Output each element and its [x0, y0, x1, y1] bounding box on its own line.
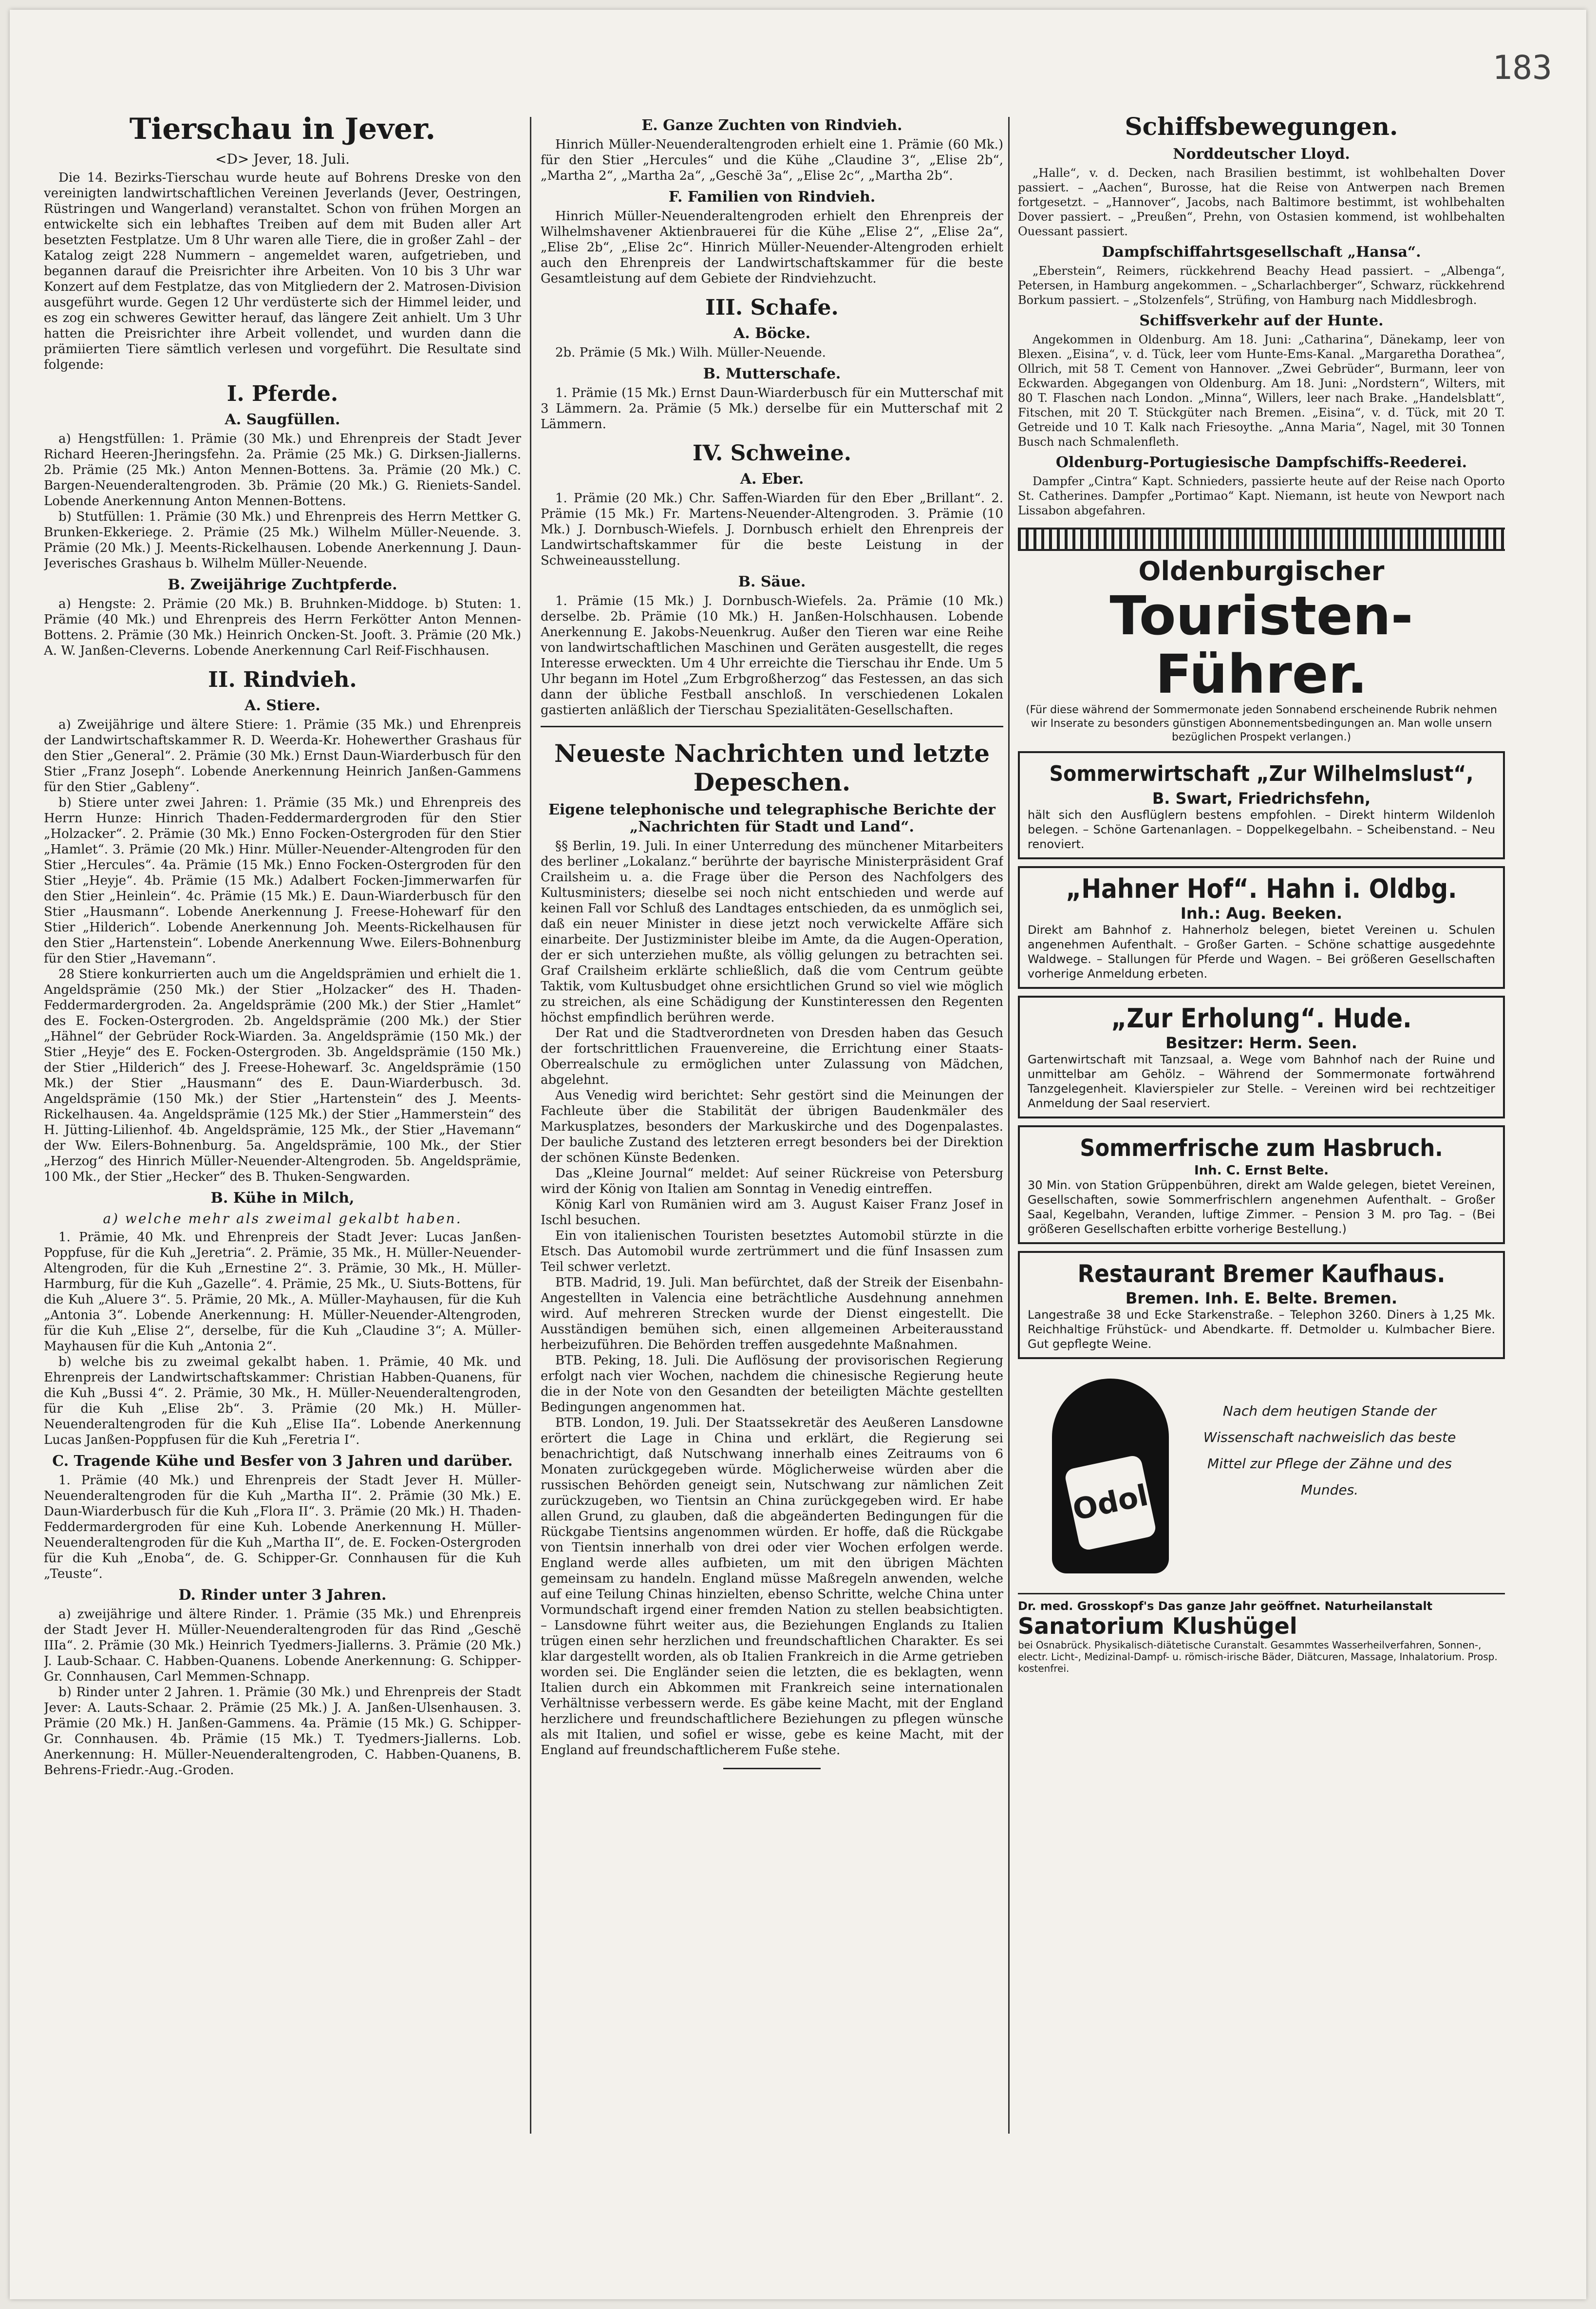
- column-tierschau: [44, 112, 521, 1778]
- subsection-heading: B. Zweijährige Zuchtpferde.: [168, 576, 397, 593]
- subsection-heading: A. Böcke.: [733, 325, 811, 342]
- news-item: §§ Berlin, 19. Juli. In einer Unterredung des münchener Mitarbeiters des berliner „Lokalanz.“ berührte der bayrische Ministerpräsident Graf Crailsheim u. a. die Frage über die Person des Nachfolgers des Kultusministers; dieselbe sei noch nicht entschieden und werde auf keinen Fall vor Schluß des Landtages entschieden, da es unmöglich sei, daß ein neuer Minister in diese jetzt noch verwickelte Affäre sich einarbeite. Der Justizminister bleibe im Amte, da die Augen-Operation, der er sich unterziehen mußte, als völlig gelungen zu betrachten sei. Graf Crailsheim erklärte schließlich, daß die vom Centrum geübte Taktik, vom Kultusbudget ohne ersichtlichen Grund so viel wie möglich zu streichen, als eine Schädigung der Kunstinteressen den Regenten höchst empfindlich berühren werde.: [541, 839, 1003, 1025]
- paragraph: 1. Prämie, 40 Mk. und Ehrenpreis der Stadt Jever: Lucas Janßen-Poppfuse, für die Kuh „Jeretria“. 2. Prämie, 35 Mk., H. Müller-Neuender-Altengroden, für die Kuh „Ernestine 2“. 3. Prämie, 30 Mk., H. Müller-Harmburg, für die Kuh „Gazelle“. 4. Prämie, 25 Mk., U. Siuts-Bottens, für die Kuh „Aluere 3“. 5. Prämie, 20 Mk., A. Müller-Mayhausen, für die Kuh „Antonia 3“. Lobende Anerkennung: H. Müller-Neuender-Altengroden, für die Kuh „Elise 2“, derselbe, für die Kuh „Claudine 3“; A. Müller-Mayhausen für die Kuh „Antonia 2“.: [44, 1230, 521, 1354]
- ad-title: „Hahner Hof“. Hahn i. Oldbg.: [1066, 873, 1457, 904]
- ad-subtitle: Besitzer: Herm. Seen.: [1165, 1034, 1357, 1052]
- sanatorium-top: Dr. med. Grosskopf's Das ganze Jahr geöffnet. Naturheilanstalt: [1018, 1599, 1433, 1613]
- paragraph: Hinrich Müller-Neuenderaltengroden erhielt den Ehrenpreis der Wilhelmshavener Aktienbrauerei für die Kühe „Elise 2“, „Elise 2a“, „Elise 2b“, „Elise 2c“. Hinrich Müller-Neuender-Altengroden erhielt auch den Ehrenpreis der Landwirtschaftskammer für die beste Gesamtleistung auf dem Gebiete der Rindviehzucht.: [541, 209, 1003, 286]
- subsection-subheading: a) welche mehr als zweimal gekalbt haben.: [103, 1211, 462, 1227]
- news-item: BTB. Peking, 18. Juli. Die Auflösung der provisorischen Regierung erfolgt nach vier Wochen, nachdem die chinesische Regierung heute die in der Note von den Gesandten der beteiligten Mächte gestellten Bedingungen angenommen hat.: [541, 1353, 1003, 1415]
- news-item: König Karl von Rumänien wird am 3. August Kaiser Franz Josef in Ischl besuchen.: [541, 1197, 1003, 1228]
- ad-text: 30 Min. von Station Grüppenbühren, direkt am Walde gelegen, bietet Vereinen, Gesellschaften, sowie Sommerfrischlern angenehmen Aufenthalt. – Großer Saal, Kegelbahn, Veranden, luftige Zimmer. – Pension 3 M. pro Tag. – (Bei größeren Gesellschaften erbitte vorherige Bestellung.): [1028, 1178, 1495, 1236]
- ornament-border: [1018, 528, 1505, 551]
- paragraph: b) Rinder unter 2 Jahren. 1. Prämie (30 Mk.) und Ehrenpreis der Stadt Jever: A. Lauts-Schaar. 2. Prämie (25 Mk.) J. A. Janßen-Ulsenhausen. 3. Prämie (20 Mk.) H. Janßen-Gammens. 4a. Prämie (15 Mk.) G. Schipper-Gr. Connhausen. 4b. Prämie (15 Mk.) T. Tyedmers-Jiallerns. Lob. Anerkennung: H. Müller-Neuenderaltengroden, C. Habben-Quanens, B. Behrens-Friedr.-Aug.-Groden.: [44, 1685, 521, 1778]
- news-item: Ein von italienischen Touristen besetztes Automobil stürzte in die Etsch. Das Automobil wurde zertrümmert und die fünf Insassen zum Teil schwer verletzt.: [541, 1229, 1003, 1274]
- paragraph: Dampfer „Cintra“ Kapt. Schnieders, passierte heute auf der Reise nach Oporto St. Catherines. Dampfer „Portimao“ Kapt. Niemann, ist heute von Newport nach Lissabon abgefahren.: [1018, 474, 1505, 517]
- paragraph: b) Stiere unter zwei Jahren: 1. Prämie (35 Mk.) und Ehrenpreis des Herrn Hunze: Hinrich Thaden-Feddermardergroden für den Stier „Holzacker“. 2. Prämie (30 Mk.) Enno Focken-Ostergroden für den Stier „Hamlet“. 3. Prämie (20 Mk.) Hinr. Müller-Neuender-Altengroden für den Stier „Hercules“. 4a. Prämie (15 Mk.) Enno Focken-Ostergroden für den Stier „Heyje“. 4b. Prämie (15 Mk.) Adalbert Focken-Jimmerwarfen für den Stier „Heinlein“. 4c. Prämie (15 Mk.) E. Daun-Wiarderbusch für den Stier „Hausmann“. Lobende Anerkennung J. Freese-Hohewarf für den Stier „Hilderich“. Lobende Anerkennung Joh. Meents-Rickelhausen für den Stier „Hartenstein“. Lobende Anerkennung Wwe. Eilers-Bohnenburg für den Stier „Havemann“.: [44, 795, 521, 966]
- subsection-heading: B. Kühe in Milch,: [210, 1190, 355, 1207]
- tourist-guide-note: (Für diese während der Sommermonate jeden Sonnabend erscheinende Rubrik nehmen wir Inserate zu besonders günstigen Abonnementsbedingungen an. Man wolle unsern bezüglichen Prospekt verlangen.): [1026, 704, 1497, 743]
- ad-title: Restaurant Bremer Kaufhaus.: [1077, 1260, 1446, 1288]
- dateline: <D> Jever, 18. Juli.: [215, 151, 350, 167]
- subsection-heading: C. Tragende Kühe und Besfer von 3 Jahren und darüber.: [52, 1453, 513, 1470]
- paragraph: a) Hengstfüllen: 1. Prämie (30 Mk.) und Ehrenpreis der Stadt Jever Richard Heeren-Jheringsfehn. 2a. Prämie (25 Mk.) G. Dirksen-Jiallerns. 2b. Prämie (25 Mk.) Anton Mennen-Bottens. 3a. Prämie (20 Mk.) C. Bargen-Neuenderaltengroden. 3b. Prämie (20 Mk.) G. Rieniets-Sandel. Lobende Anerkennung Anton Mennen-Bottens.: [44, 432, 521, 509]
- tourist-guide-heading: Oldenburgischer: [1138, 556, 1385, 587]
- ad-title: Sommerfrische zum Hasbruch.: [1080, 1135, 1443, 1162]
- paragraph: Angekommen in Oldenburg. Am 18. Juni: „Catharina“, Dänekamp, leer von Blexen. „Eisina“, v. d. Tück, leer vom Hunte-Ems-Kanal. „Margaretha Dorathea“, Ollrich, mit 58 T. Cement von Hannover. „Zwei Gebrüder“, Burmann, leer von Eckwarden. Abgegangen von Oldenburg. Am 18. Juni: „Nordstern“, Wilters, mit 80 T. Flaschen nach London. „Minna“, Willers, leer nach Brake. „Handelsblatt“, Fitschen, mit 20 T. Stückgüter nach Bremen. „Eisina“, v. d. Tück, mit 20 T. Getreide und 10 T. Kalk nach Friesoythe. „Anna Maria“, Nagel, mit 30 Tonnen Busch nach Schmalenfleth.: [1018, 333, 1505, 449]
- section-heading: I. Pferde.: [226, 381, 338, 406]
- ships-subheading: Schiffsverkehr auf der Hunte.: [1139, 312, 1384, 329]
- sanatorium-details: bei Osnabrück. Physikalisch-diätetische Curanstalt. Gesammtes Wasserheilverfahren, Sonnen-, electr. Licht-, Medizinal-Dampf- u. römisch-irische Bäder, Diätcuren, Massage, Inhalatorium. Prosp. kostenfrei.: [1018, 1639, 1498, 1674]
- paragraph: b) Stutfüllen: 1. Prämie (30 Mk.) und Ehrenpreis des Herrn Mettker G. Brunken-Ekkeriege. 2. Prämie (25 Mk.) Wilhelm Müller-Neuende. 3. Prämie (20 Mk.) J. Meents-Rickelhausen. Lobende Anerkennung J. Daun-Jeverisches Grashaus b. Wilhelm Müller-Neuende.: [44, 510, 521, 571]
- ad-text: Langestraße 38 und Ecke Starkenstraße. – Telephon 3260. Diners à 1,25 Mk. Reichhaltige Frühstück- und Abendkarte. ff. Detmolder u. Kulmbacher Biere. Gut gepflegte Weine.: [1028, 1308, 1495, 1351]
- paragraph: 1. Prämie (15 Mk.) J. Dornbusch-Wiefels. 2a. Prämie (10 Mk.) derselbe. 2b. Prämie (10 Mk.) H. Janßen-Holschhausen. Lobende Anerkennung E. Jakobs-Neuenkrug. Außer den Tieren war eine Reihe von landwirtschaftlichen Maschinen und Geräten ausgestellt, die reges Interesse erweckten. Um 4 Uhr erreichte die Tierschau ihr Ende. Um 5 Uhr begann im Hotel „Zum Erbgroßherzog“ das Festessen, an das sich dann der übliche Festball anschloß. In verschiedenen Lokalen gastierten anläßlich der Tierschau Spezialitäten-Gesellschaften.: [541, 594, 1003, 718]
- subsection-heading: A. Stiere.: [244, 697, 320, 714]
- paragraph: 1. Prämie (15 Mk.) Ernst Daun-Wiarderbusch für ein Mutterschaf mit 3 Lämmern. 2a. Prämie (5 Mk.) derselbe für ein Mutterschaf mit 2 Lämmern.: [541, 386, 1003, 432]
- ships-title: Schiffsbewegungen.: [1125, 112, 1398, 141]
- ad-subtitle: B. Swart, Friedrichsfehn,: [1152, 789, 1371, 808]
- paragraph: 1. Prämie (20 Mk.) Chr. Saffen-Wiarden für den Eber „Brillant“. 2. Prämie (15 Mk.) Fr. Martens-Neuender-Altengroden. 3. Prämie (10 Mk.) J. Dornbusch-Wiefels. J. Dornbusch erhielt den Ehrenpreis der Landwirtschaftskammer für die beste Leistung in der Schweineausstellung.: [541, 491, 1003, 568]
- news-subheading: Eigene telephonische und telegraphische Berichte der „Nachrichten für Stadt und Land“.: [548, 801, 995, 835]
- ad-sanatorium: [1018, 1593, 1505, 1674]
- subsection-heading: B. Mutterschafe.: [703, 365, 841, 382]
- subsection-heading: A. Eber.: [740, 471, 804, 488]
- ad-text: Direkt am Bahnhof z. Hahnerholz belegen, bietet Vereinen u. Schulen angenehmen Aufenthalt. – Großer Garten. – Schöne schattige ausgedehnte Waldwege. – Stallungen für Pferde und Wagen. – Bei größeren Gesellschaften vorherige Anmeldung erbeten.: [1028, 923, 1495, 981]
- paragraph: a) zweijährige und ältere Rinder. 1. Prämie (35 Mk.) und Ehrenpreis der Stadt Jever H. Müller-Neuenderaltengroden für das Rind „Geschë IIIa“. 2. Prämie (30 Mk.) Heinrich Tyedmers-Jiallerns. 3. Prämie (20 Mk.) J. Laub-Schaar. C. Habben-Quanens. Lobende Anerkennung: G. Schipper-Gr. Connhausen, Carl Memmen-Schnapp.: [44, 1607, 521, 1684]
- paragraph: Hinrich Müller-Neuenderaltengroden erhielt eine 1. Prämie (60 Mk.) für den Stier „Hercules“ und die Kühe „Claudine 3“, „Elise 2b“, „Martha 2“, „Martha 2a“, „Geschë 3a“, „Elise 2c“, „Martha 2b“.: [541, 137, 1003, 183]
- paragraph: „Eberstein“, Reimers, rückkehrend Beachy Head passiert. – „Albenga“, Petersen, in Hamburg angekommen. – „Scharlachberger“, Schwarz, rückkehrend Borkum passiert. – „Stolzenfels“, Strüfing, von Hamburg nach Middlesbrogh.: [1018, 264, 1505, 307]
- section-heading: II. Rindvieh.: [208, 667, 357, 692]
- article-title: Tierschau in Jever.: [129, 112, 436, 146]
- divider: [541, 726, 1003, 727]
- ad-subtitle: Inh. C. Ernst Belte.: [1194, 1163, 1329, 1178]
- newspaper-page: [10, 10, 1586, 2299]
- ad-odol: [1018, 1369, 1505, 1583]
- column-news: [541, 112, 1003, 1769]
- subsection-heading: D. Rinder unter 3 Jahren.: [178, 1587, 387, 1604]
- ad-hahner-hof: [1018, 866, 1505, 989]
- news-item: Aus Venedig wird berichtet: Sehr gestört sind die Meinungen der Fachleute über die Stabilität der übrigen Baudenkmäler des Markusplatzes, besonders der Markuskirche und des Dogenpalastes. Der bauliche Zustand des letzteren erregt besonders bei der Direktion der schönen Künste Bedenken.: [541, 1088, 1003, 1165]
- column-rule: [1008, 117, 1010, 2134]
- paragraph: 28 Stiere konkurrierten auch um die Angeldsprämien und erhielt die 1. Angeldsprämie (250 Mk.) der Stier „Holzacker“ des H. Thaden-Feddermardergroden. 2a. Angeldsprämie (200 Mk.) der Stier „Hamlet“ des E. Focken-Ostergroden. 2b. Angeldsprämie (200 Mk.) der Stier „Hähnel“ der Gebrüder Rock-Wiarden. 3a. Angeldsprämie (150 Mk.) der Stier „Heyje“ des E. Focken-Ostergroden. 3b. Angeldsprämie (150 Mk.) der Stier „Hilderich“ des J. Freese-Hohewarf. 3c. Angeldsprämie (150 Mk.) der Stier „Hausmann“ des E. Daun-Wiarderbusch. 3d. Angeldsprämie (150 Mk.) der Stier „Hartenstein“ des J. Meents-Rickelhausen. 4a. Angeldsprämie (125 Mk.) der Stier „Hammerstein“ des H. Jütting-Lilienhof. 4b. Angeldsprämie, 125 Mk., der Stier „Havemann“ der Ww. Eilers-Bohnenburg. 5a. Angeldsprämie, 100 Mk., der Stier „Herzog“ des Hinrich Müller-Neuender-Altengroden. 5b. Angeldsprämie, 100 Mk., der Stier „Hecker“ des B. Thuken-Sengwarden.: [44, 967, 521, 1184]
- column-ads: [1018, 112, 1505, 1674]
- section-heading: IV. Schweine.: [692, 441, 852, 466]
- ad-subtitle: Inh.: Aug. Beeken.: [1180, 904, 1343, 923]
- end-rule: [723, 1768, 821, 1769]
- paragraph: 2b. Prämie (5 Mk.) Wilh. Müller-Neuende.: [555, 345, 826, 360]
- tourist-guide-title: Touristen-Führer.: [1109, 585, 1413, 705]
- ad-text: hält sich den Ausflüglern bestens empfohlen. – Direkt hinterm Wildenloh belegen. – Schöne Gartenanlagen. – Doppelkegelbahn. – Scheibenstand. – Neu renoviert.: [1028, 808, 1495, 851]
- odol-slogan: Nach dem heutigen Stande der Wissenschaft nachweislich das beste Mittel zur Pflege der Zähne und des Mundes.: [1203, 1403, 1456, 1498]
- subsection-heading: F. Familien von Rindvieh.: [668, 189, 876, 206]
- ad-hasbruch: [1018, 1125, 1505, 1244]
- ships-subheading: Norddeutscher Lloyd.: [1173, 146, 1350, 163]
- ad-title: Sommerwirtschaft „Zur Wilhelmslust“,: [1049, 761, 1474, 786]
- odol-label: Odol: [1064, 1454, 1157, 1552]
- section-heading: III. Schafe.: [705, 295, 839, 320]
- news-item: Das „Kleine Journal“ meldet: Auf seiner Rückreise von Petersburg wird der König von Italien am Sonntag in Venedig eintreffen.: [541, 1166, 1003, 1196]
- paragraph: b) welche bis zu zweimal gekalbt haben. 1. Prämie, 40 Mk. und Ehrenpreis der Landwirtschaftskammer: Christian Habben-Quanens, für die Kuh „Bussi 4“. 2. Prämie, 30 Mk., H. Müller-Neuenderaltengroden, für die Kuh „Elise 2b“. 3. Prämie (20 Mk.) H. Müller-Neuenderaltengroden für die Kuh „Elise IIa“. Lobende Anerkennung Lucas Janßen-Poppfusen für die Kuh „Feretria I“.: [44, 1355, 521, 1447]
- news-heading: Neueste Nachrichten und letzte Depeschen.: [554, 739, 990, 796]
- paragraph: 1. Prämie (40 Mk.) und Ehrenpreis der Stadt Jever H. Müller-Neuenderaltengroden für die Kuh „Martha II“. 2. Prämie (30 Mk.) E. Daun-Wiarderbusch für die Kuh „Flora II“. 3. Prämie (20 Mk.) H. Thaden-Feddermardergroden für eine Kuh. Lobende Anerkennung H. Müller-Neuenderaltengroden für die Kuh „Martha II“, de. E. Focken-Ostergroden für die Kuh „Enoba“, de. G. Schipper-Gr. Connhausen für die Kuh „Teuste“.: [44, 1473, 521, 1581]
- paragraph: Die 14. Bezirks-Tierschau wurde heute auf Bohrens Dreske von den vereinigten landwirtschaftlichen Vereinen Jeverlands (Jever, Oestringen, Rüstringen und Wangerland) veranstaltet. Schon von frühen Morgen an entwickelte sich ein lebhaftes Treiben auf dem mit Buden aller Art besetzten Festplatze. Um 8 Uhr waren alle Tiere, die in großer Zahl – der Katalog zeigt 228 Nummern – angemeldet waren, aufgetrieben, und begannen darauf die Preisrichter ihre Arbeiten. Von 10 bis 3 Uhr war Konzert auf dem Festplatze, das von Mitgliedern der 2. Matrosen-Division ausgeführt wurde. Gegen 12 Uhr verdüsterte sich der Himmel leider, und es zog ein schweres Gewitter herauf, das längere Zeit anhielt. Um 3 Uhr hatten die Preisrichter ihre Arbeit vollendet, und wurden dann die prämiierten Tiere sämtlich verlesen und vorgeführt. Die Resultate sind folgende:: [44, 170, 521, 372]
- subsection-heading: E. Ganze Zuchten von Rindvieh.: [641, 117, 902, 134]
- news-item: BTB. London, 19. Juli. Der Staatssekretär des Aeußeren Lansdowne erörtert die Lage in China und erklärt, die Regierung sei benachrichtigt, daß Nutschwang innerhalb eines Zeitraums von 6 Monaten zurückgegeben würde. Möglicherweise würden aber die russischen Behörden geneigt sein, Nutschwang zur nämlichen Zeit zurückzugeben, wo Tientsin an China zurückgegeben wird. Er habe allen Grund, zu glauben, daß die abgeänderten Bedingungen für die Rückgabe Tientsins angenommen würden. Er hoffe, daß die Rückgabe von Tientsin innerhalb von drei oder vier Wochen erfolgen werde. England werde alles aufbieten, um mit den übrigen Mächten gemeinsam zu handeln. England müsse Maßregeln anwenden, welche auf eine Teilung Chinas hinzielten, ebenso Schritte, welche China unter Vormundschaft irgend einer fremden Nation zu stellen beabsichtigten. – Lansdowne führt weiter aus, die Beziehungen Englands zu Italien trügen einen sehr herzlichen und freundschaftlichen Charakter. Es sei klar dargestellt worden, als ob Italien Frankreich in die Arme getrieben worden sei. Die Engländer seien die letzten, die es beklagten, wenn Italien durch ein Abkommen mit Frankreich seine internationalen Verhältnisse verbessern werde. Es gäbe keine Macht, mit der England herzlichere und freundschaftlichere Beziehungen zu pflegen wünsche als mit Italien, und sofiel er wisse, gebe es keine Macht, mit der England auf freundschaftlicherem Fuße stehe.: [541, 1416, 1003, 1758]
- subsection-heading: A. Saugfüllen.: [225, 411, 340, 428]
- news-item: Der Rat und die Stadtverordneten von Dresden haben das Gesuch der fortschrittlichen Frauenvereine, die Errichtung einer Staats-Oberrealschule zu ermöglichen unter Zulassung von Mädchen, abgelehnt.: [541, 1026, 1003, 1087]
- sanatorium-name: Sanatorium Klushügel: [1018, 1613, 1297, 1639]
- column-rule: [530, 117, 531, 2134]
- ad-subtitle: Bremen. Inh. E. Belte. Bremen.: [1125, 1289, 1398, 1307]
- ad-text: Gartenwirtschaft mit Tanzsaal, a. Wege vom Bahnhof nach der Ruine und unmittelbar am Gehölz. – Während der Sommermonate fortwährend Tanzgelegenheit. Klavierspieler zur Stelle. – Vereinen wird bei rechtzeitiger Anmeldung der Saal reserviert.: [1028, 1053, 1495, 1110]
- ad-zur-erholung: [1018, 996, 1505, 1118]
- paragraph: a) Hengste: 2. Prämie (20 Mk.) B. Bruhnken-Middoge. b) Stuten: 1. Prämie (40 Mk.) und Ehrenpreis des Herrn Ferkötter Anton Mennen-Bottens. 2. Prämie (30 Mk.) Heinrich Oncken-St. Jooft. 3. Prämie (20 Mk.) A. W. Janßen-Cleverns. Lobende Anerkennung Carl Reif-Fischhausen.: [44, 597, 521, 658]
- ad-title: „Zur Erholung“. Hude.: [1111, 1003, 1412, 1034]
- ad-bremer-kaufhaus: [1018, 1251, 1505, 1359]
- page-number: 183: [1492, 49, 1552, 87]
- ships-subheading: Oldenburg-Portugiesische Dampfschiffs-Reederei.: [1055, 454, 1467, 471]
- subsection-heading: B. Säue.: [738, 573, 806, 590]
- ad-wilhelmslust: [1018, 751, 1505, 859]
- paragraph: „Halle“, v. d. Decken, nach Brasilien bestimmt, ist wohlbehalten Dover passiert. – „Aachen“, Burosse, hat die Reise von Antwerpen nach Bremen fortgesetzt. – „Hannover“, Jacobs, nach Baltimore bestimmt, ist wohlbehalten Dover passiert. – „Preußen“, Prehn, von Ostasien kommend, ist wohlbehalten Ouessant passiert.: [1018, 166, 1505, 238]
- news-item: BTB. Madrid, 19. Juli. Man befürchtet, daß der Streik der Eisenbahn-Angestellten in Valencia eine beträchtliche Ausdehnung annehmen wird. Auf mehreren Strecken wurde der Dienst eingestellt. Die Ausständigen bemühen sich, einen allgemeinen Arbeiterausstand herbeizuführen. Die Behörden treffen ausgedehnte Maßnahmen.: [541, 1275, 1003, 1352]
- paragraph: a) Zweijährige und ältere Stiere: 1. Prämie (35 Mk.) und Ehrenpreis der Landwirtschaftskammer R. D. Weerda-Kr. Hohewerther Grashaus für den Stier „General“. 2. Prämie (30 Mk.) Ernst Daun-Wiarderbusch für den Stier „Franz Joseph“. Lobende Anerkennung Heinrich Janßen-Gammens für den Stier „Gableny“.: [44, 718, 521, 795]
- ships-subheading: Dampfschiffahrtsgesellschaft „Hansa“.: [1102, 244, 1421, 261]
